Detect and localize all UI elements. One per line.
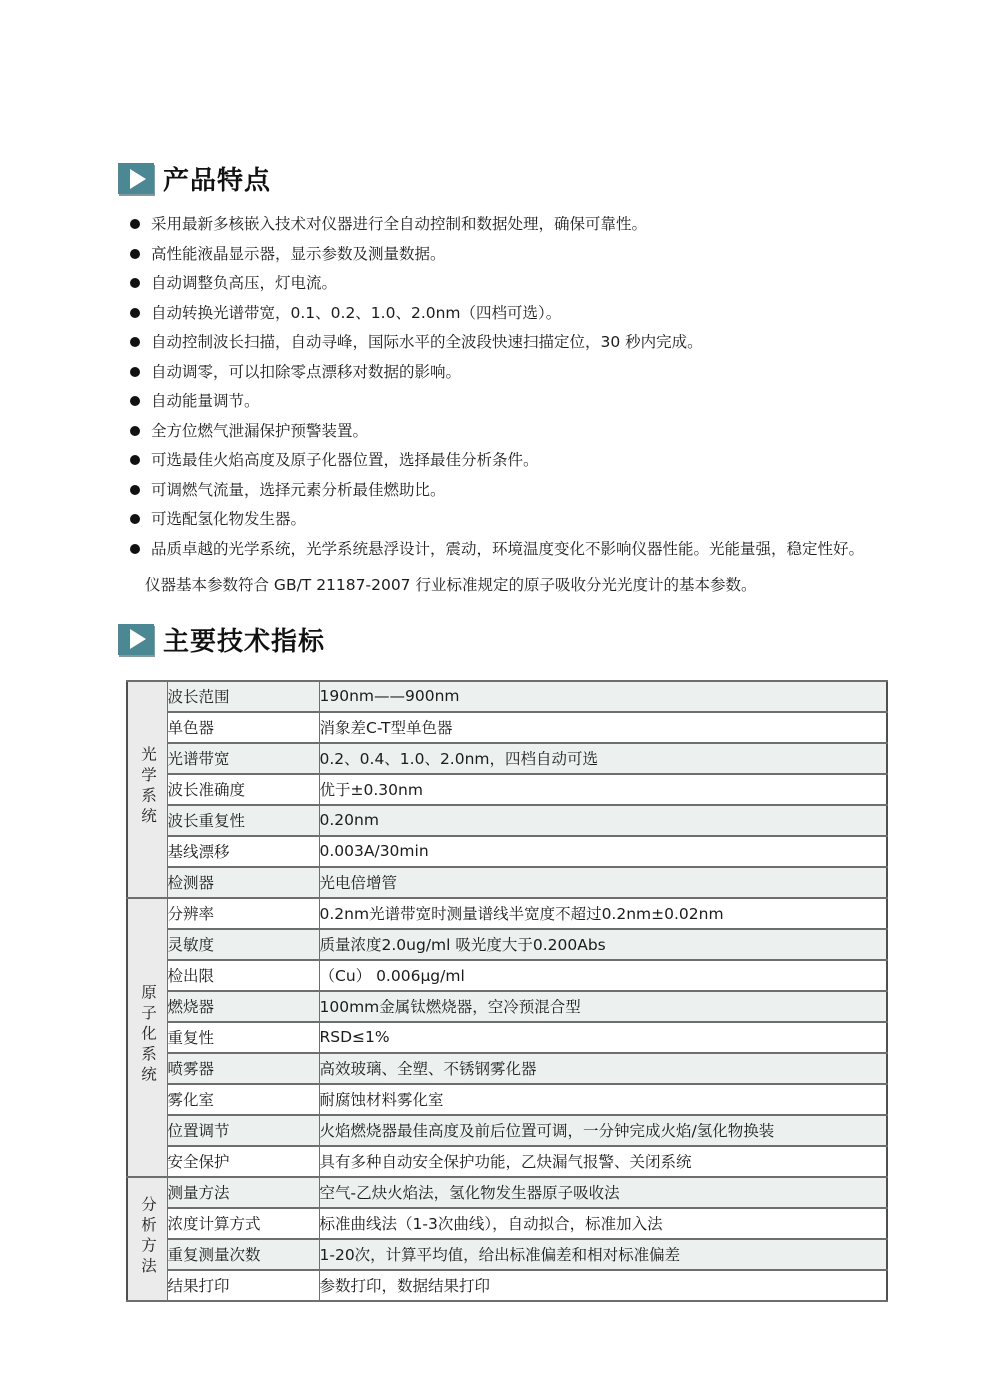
bullet-icon bbox=[130, 278, 140, 288]
list-item bbox=[130, 510, 890, 529]
bullet-icon bbox=[130, 249, 140, 259]
group-label: 光学系统 bbox=[139, 746, 157, 828]
feature-text: 自动能量调节。 bbox=[151, 392, 260, 410]
bullet-icon bbox=[130, 544, 140, 554]
bullet-icon bbox=[130, 308, 140, 318]
table-row bbox=[127, 681, 887, 712]
list-item bbox=[130, 481, 890, 500]
feature-text: 自动转换光谱带宽，0.1、0.2、1.0、2.0nm（四档可选）。 bbox=[151, 303, 562, 322]
list-item bbox=[130, 333, 890, 352]
list-item bbox=[130, 274, 890, 293]
spec-label: 波长准确度 bbox=[167, 774, 319, 805]
spec-label: 重复测量次数 bbox=[167, 1239, 319, 1270]
feature-text: 可选最佳火焰高度及原子化器位置，选择最佳分析条件。 bbox=[151, 451, 539, 469]
list-item bbox=[130, 392, 890, 411]
feature-text: 自动调整负高压，灯电流。 bbox=[151, 274, 338, 292]
spec-value: 1-20次，计算平均值，给出标准偏差和相对标准偏差 bbox=[319, 1239, 887, 1270]
table-row bbox=[127, 898, 887, 929]
spec-value: 耐腐蚀材料雾化室 bbox=[319, 1084, 887, 1115]
spec-label: 燃烧器 bbox=[167, 991, 319, 1022]
spec-value: （Cu） 0.006μg/ml bbox=[319, 960, 887, 991]
section-title-specs: 主要技术指标 bbox=[163, 626, 326, 657]
spec-label: 检测器 bbox=[167, 867, 319, 898]
spec-value: 高效玻璃、全塑、不锈钢雾化器 bbox=[319, 1053, 887, 1084]
bullet-icon bbox=[130, 426, 140, 436]
feature-text: 采用最新多核嵌入技术对仪器进行全自动控制和数据处理，确保可靠性。 bbox=[151, 215, 648, 233]
table-row bbox=[127, 867, 887, 898]
spec-table bbox=[126, 680, 888, 1302]
triangle-right-icon bbox=[130, 629, 146, 649]
spec-value: 火焰燃烧器最佳高度及前后位置可调，一分钟完成火焰/氢化物换装 bbox=[319, 1115, 887, 1146]
spec-value: 具有多种自动安全保护功能，乙炔漏气报警、关闭系统 bbox=[319, 1146, 887, 1177]
section-title-features: 产品特点 bbox=[163, 166, 272, 196]
table-row bbox=[127, 836, 887, 867]
spec-label: 波长范围 bbox=[167, 681, 319, 712]
list-item bbox=[130, 245, 890, 264]
feature-text: 品质卓越的光学系统，光学系统悬浮设计，震动，环境温度变化不影响仪器性能。光能量强，稳定性好。 bbox=[151, 539, 865, 558]
section-arrow-icon bbox=[118, 163, 154, 194]
table-row bbox=[127, 960, 887, 991]
list-item bbox=[130, 304, 890, 323]
spec-value: 优于±0.30nm bbox=[319, 774, 887, 805]
spec-label: 喷雾器 bbox=[167, 1053, 319, 1084]
section-header-features bbox=[118, 160, 890, 197]
spec-label: 安全保护 bbox=[167, 1146, 319, 1177]
group-cell-atomization-system bbox=[127, 898, 167, 1177]
table-row bbox=[127, 1022, 887, 1053]
spec-label: 重复性 bbox=[167, 1022, 319, 1053]
table-row bbox=[127, 774, 887, 805]
group-cell-optical-system bbox=[127, 681, 167, 898]
group-label: 分析方法 bbox=[139, 1195, 157, 1278]
triangle-right-icon bbox=[130, 169, 146, 189]
feature-text: 可调燃气流量，选择元素分析最佳燃助比。 bbox=[151, 480, 446, 499]
spec-label: 雾化室 bbox=[167, 1084, 319, 1115]
table-row bbox=[127, 805, 887, 836]
spec-label: 浓度计算方式 bbox=[167, 1208, 319, 1239]
group-cell-analysis-method bbox=[127, 1177, 167, 1301]
table-row bbox=[127, 743, 887, 774]
bullet-icon bbox=[130, 514, 140, 524]
spec-label: 结果打印 bbox=[167, 1270, 319, 1301]
bullet-icon bbox=[130, 367, 140, 377]
spec-label: 位置调节 bbox=[167, 1115, 319, 1146]
feature-text: 高性能液晶显示器，显示参数及测量数据。 bbox=[151, 244, 446, 263]
section-arrow-icon bbox=[118, 624, 154, 655]
spec-value: 190nm——900nm bbox=[319, 681, 887, 712]
spec-label: 测量方法 bbox=[167, 1177, 319, 1208]
spec-label: 分辨率 bbox=[167, 898, 319, 929]
spec-label: 灵敏度 bbox=[167, 929, 319, 960]
table-row bbox=[127, 991, 887, 1022]
bullet-icon bbox=[130, 337, 140, 347]
spec-value: 0.003A/30min bbox=[319, 836, 887, 867]
table-row bbox=[127, 1115, 887, 1146]
spec-value: 质量浓度2.0ug/ml 吸光度大于0.200Abs bbox=[319, 929, 887, 960]
spec-value: 100mm金属钛燃烧器，空冷预混合型 bbox=[319, 991, 887, 1022]
table-row bbox=[127, 712, 887, 743]
spec-label: 检出限 bbox=[167, 960, 319, 991]
table-row bbox=[127, 1053, 887, 1084]
section-header-specs bbox=[118, 621, 890, 658]
table-row bbox=[127, 1270, 887, 1301]
spec-value: 标准曲线法（1-3次曲线），自动拟合，标准加入法 bbox=[319, 1208, 887, 1239]
list-item bbox=[130, 451, 890, 470]
bullet-icon bbox=[130, 485, 140, 495]
list-item bbox=[130, 363, 890, 382]
spec-value: 空气-乙炔火焰法，氢化物发生器原子吸收法 bbox=[319, 1177, 887, 1208]
spec-value: 光电倍增管 bbox=[319, 867, 887, 898]
table-row bbox=[127, 1208, 887, 1239]
feature-text: 自动控制波长扫描，自动寻峰，国际水平的全波段快速扫描定位，30 秒内完成。 bbox=[151, 333, 703, 351]
group-label: 原子化系统 bbox=[139, 983, 157, 1087]
bullet-icon bbox=[130, 396, 140, 406]
table-row bbox=[127, 1146, 887, 1177]
spec-value: 消象差C-T型单色器 bbox=[319, 712, 887, 743]
spec-value: RSD≤1% bbox=[319, 1022, 887, 1053]
spec-label: 基线漂移 bbox=[167, 836, 319, 867]
list-item bbox=[130, 422, 890, 441]
list-item bbox=[130, 540, 890, 559]
feature-text: 可选配氢化物发生器。 bbox=[151, 510, 307, 528]
feature-text: 全方位燃气泄漏保护预警装置。 bbox=[151, 421, 369, 440]
feature-text: 自动调零，可以扣除零点漂移对数据的影响。 bbox=[151, 362, 462, 381]
spec-value: 0.20nm bbox=[319, 805, 887, 836]
spec-value: 0.2、0.4、1.0、2.0nm，四档自动可选 bbox=[319, 743, 887, 774]
table-row bbox=[127, 1239, 887, 1270]
table-row bbox=[127, 929, 887, 960]
bullet-icon bbox=[130, 455, 140, 465]
list-item bbox=[130, 215, 890, 234]
standards-note: 仪器基本参数符合 GB/T 21187-2007 行业标准规定的原子吸收分光光度计的基本参数。 bbox=[145, 575, 757, 594]
spec-label: 单色器 bbox=[167, 712, 319, 743]
spec-label: 波长重复性 bbox=[167, 805, 319, 836]
table-row bbox=[127, 1177, 887, 1208]
table-row bbox=[127, 1084, 887, 1115]
spec-value: 0.2nm光谱带宽时测量谱线半宽度不超过0.2nm±0.02nm bbox=[319, 898, 887, 929]
spec-label: 光谱带宽 bbox=[167, 743, 319, 774]
spec-value: 参数打印，数据结果打印 bbox=[319, 1270, 887, 1301]
bullet-icon bbox=[130, 219, 140, 229]
feature-list bbox=[118, 215, 890, 559]
